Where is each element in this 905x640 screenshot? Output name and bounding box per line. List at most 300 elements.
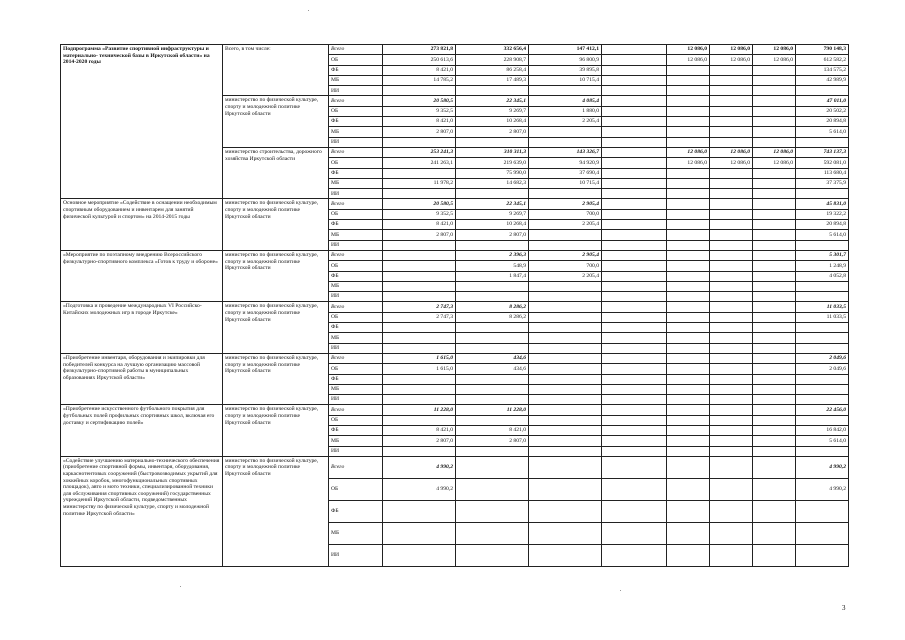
amount-cell — [710, 456, 753, 478]
amount-cell — [667, 544, 710, 566]
amount-cell: 5 614,0 — [796, 230, 849, 240]
amount-cell — [456, 292, 529, 302]
amount-cell — [710, 395, 753, 405]
funding-source-cell: ОБ — [329, 158, 383, 168]
table-row — [61, 353, 849, 363]
amount-cell: 8 286,2 — [456, 312, 529, 322]
amount-cell: 94 920,9 — [529, 158, 602, 168]
amount-cell — [456, 374, 529, 384]
amount-cell — [602, 415, 667, 425]
amount-cell — [710, 178, 753, 188]
funding-source-cell: ИИ — [329, 86, 383, 96]
funding-source-cell: ФБ — [329, 374, 383, 384]
amount-cell: 12 086,0 — [753, 158, 796, 168]
amount-cell — [602, 75, 667, 85]
amount-cell — [456, 189, 529, 199]
amount-cell — [602, 261, 667, 271]
amount-cell: 219 639,0 — [456, 158, 529, 168]
amount-cell — [602, 478, 667, 500]
amount-cell: 39 895,8 — [529, 65, 602, 75]
amount-cell — [383, 189, 456, 199]
amount-cell: 75 990,0 — [456, 168, 529, 178]
amount-cell — [753, 220, 796, 230]
amount-cell — [753, 137, 796, 147]
amount-cell — [753, 230, 796, 240]
amount-cell — [753, 500, 796, 522]
amount-cell — [383, 271, 456, 281]
amount-cell — [383, 395, 456, 405]
funding-source-cell: МБ — [329, 522, 383, 544]
funding-source-cell: ИИ — [329, 544, 383, 566]
amount-cell — [529, 292, 602, 302]
amount-cell — [529, 436, 602, 446]
funding-source-cell: МБ — [329, 281, 383, 291]
amount-cell — [383, 500, 456, 522]
amount-cell — [710, 230, 753, 240]
amount-cell — [753, 199, 796, 209]
amount-cell — [667, 178, 710, 188]
amount-cell — [383, 240, 456, 250]
amount-cell: 12 086,0 — [667, 45, 710, 55]
amount-cell: 8 421,0 — [383, 65, 456, 75]
funding-source-cell: ОБ — [329, 415, 383, 425]
amount-cell: 20 894,8 — [796, 117, 849, 127]
amount-cell — [796, 522, 849, 544]
funding-source-cell: МБ — [329, 436, 383, 446]
amount-cell — [529, 189, 602, 199]
amount-cell — [602, 281, 667, 291]
amount-cell — [602, 65, 667, 75]
amount-cell — [667, 271, 710, 281]
scan-speck — [620, 590, 621, 591]
funding-source-cell: ФБ — [329, 425, 383, 435]
amount-cell: 147 412,1 — [529, 45, 602, 55]
amount-cell: 19 322,2 — [796, 209, 849, 219]
amount-cell: 113 680,4 — [796, 168, 849, 178]
executor-cell: министерство по физической культуре, спорту и молодежной политике Иркутской области — [223, 353, 329, 404]
amount-cell: 11 228,0 — [456, 405, 529, 415]
amount-cell — [602, 240, 667, 250]
amount-cell — [796, 86, 849, 96]
amount-cell — [667, 478, 710, 500]
amount-cell — [529, 364, 602, 374]
amount-cell: 2 807,0 — [383, 230, 456, 240]
amount-cell — [753, 395, 796, 405]
amount-cell: 20 580,5 — [383, 96, 456, 106]
amount-cell: 2 396,3 — [456, 250, 529, 260]
amount-cell: 8 421,0 — [383, 425, 456, 435]
amount-cell — [602, 96, 667, 106]
amount-cell — [602, 364, 667, 374]
amount-cell: 8 421,0 — [456, 425, 529, 435]
amount-cell: 12 086,0 — [710, 147, 753, 157]
amount-cell — [602, 522, 667, 544]
amount-cell: 2 807,0 — [456, 127, 529, 137]
amount-cell — [383, 323, 456, 333]
amount-cell — [667, 230, 710, 240]
amount-cell — [456, 446, 529, 456]
amount-cell — [753, 343, 796, 353]
amount-cell — [383, 446, 456, 456]
amount-cell — [602, 117, 667, 127]
amount-cell — [456, 384, 529, 394]
amount-cell: 5 301,7 — [796, 250, 849, 260]
amount-cell — [753, 522, 796, 544]
amount-cell — [602, 86, 667, 96]
amount-cell: 4 085,4 — [529, 96, 602, 106]
amount-cell — [667, 500, 710, 522]
amount-cell — [753, 65, 796, 75]
amount-cell — [710, 405, 753, 415]
table-row — [61, 199, 849, 209]
amount-cell: 9 269,7 — [456, 209, 529, 219]
amount-cell — [710, 446, 753, 456]
amount-cell — [753, 415, 796, 425]
amount-cell — [796, 395, 849, 405]
amount-cell — [710, 220, 753, 230]
amount-cell — [529, 302, 602, 312]
amount-cell — [710, 544, 753, 566]
amount-cell — [753, 178, 796, 188]
amount-cell — [667, 446, 710, 456]
amount-cell — [383, 333, 456, 343]
amount-cell — [602, 446, 667, 456]
amount-cell — [667, 323, 710, 333]
amount-cell — [710, 75, 753, 85]
funding-source-cell: ИИ — [329, 292, 383, 302]
amount-cell — [753, 127, 796, 137]
amount-cell — [710, 364, 753, 374]
executor-cell: министерство по физической культуре, спорту и молодежной политике Иркутской области — [223, 199, 329, 250]
funding-source-cell: ИИ — [329, 189, 383, 199]
amount-cell — [667, 117, 710, 127]
amount-cell — [667, 312, 710, 322]
amount-cell — [383, 137, 456, 147]
table-row — [61, 302, 849, 312]
activity-cell: «Приобретение искусственного футбольного покрытия для футбольных полей профильных спортивных школ, включая его доставку и сертификацию полей» — [61, 405, 223, 456]
amount-cell — [667, 405, 710, 415]
funding-source-cell: Всего — [329, 147, 383, 157]
amount-cell — [602, 292, 667, 302]
page-number: 3 — [842, 604, 846, 612]
amount-cell — [383, 374, 456, 384]
amount-cell — [667, 75, 710, 85]
amount-cell — [529, 395, 602, 405]
amount-cell — [710, 500, 753, 522]
amount-cell — [753, 364, 796, 374]
executor-cell: министерство строительства, дорожного хозяйства Иркутской области — [223, 147, 329, 198]
table-row — [61, 456, 849, 478]
amount-cell: 2 049,6 — [796, 353, 849, 363]
scan-speck — [180, 586, 181, 587]
amount-cell: 37 375,9 — [796, 178, 849, 188]
amount-cell — [710, 312, 753, 322]
amount-cell — [710, 384, 753, 394]
funding-source-cell: ОБ — [329, 478, 383, 500]
amount-cell: 11 033,5 — [796, 312, 849, 322]
funding-source-cell: ФБ — [329, 168, 383, 178]
amount-cell: 45 831,0 — [796, 199, 849, 209]
amount-cell — [456, 323, 529, 333]
amount-cell — [796, 292, 849, 302]
amount-cell — [383, 343, 456, 353]
activity-cell: Подпрограмма «Развитие спортивной инфраструктуры и материально- технической базы в Иркутской области» на 2014-2020 годы — [61, 45, 223, 199]
amount-cell — [529, 127, 602, 137]
amount-cell: 332 656,4 — [456, 45, 529, 55]
amount-cell — [529, 86, 602, 96]
amount-cell — [602, 230, 667, 240]
amount-cell: 9 269,7 — [456, 106, 529, 116]
amount-cell: 548,9 — [456, 261, 529, 271]
amount-cell — [710, 168, 753, 178]
amount-cell — [753, 353, 796, 363]
amount-cell — [383, 292, 456, 302]
amount-cell: 241 263,1 — [383, 158, 456, 168]
amount-cell — [383, 168, 456, 178]
amount-cell: 434,6 — [456, 364, 529, 374]
amount-cell: 2 049,6 — [796, 364, 849, 374]
amount-cell: 17 489,3 — [456, 75, 529, 85]
amount-cell — [602, 168, 667, 178]
amount-cell — [667, 374, 710, 384]
amount-cell: 434,6 — [456, 353, 529, 363]
amount-cell — [667, 415, 710, 425]
amount-cell — [710, 425, 753, 435]
amount-cell: 20 894,8 — [796, 220, 849, 230]
amount-cell — [753, 209, 796, 219]
amount-cell: 47 011,0 — [796, 96, 849, 106]
amount-cell — [796, 281, 849, 291]
amount-cell — [753, 436, 796, 446]
amount-cell — [710, 343, 753, 353]
amount-cell — [667, 425, 710, 435]
amount-cell — [602, 374, 667, 384]
amount-cell — [667, 96, 710, 106]
amount-cell: 790 148,3 — [796, 45, 849, 55]
amount-cell: 12 086,0 — [753, 147, 796, 157]
amount-cell — [529, 522, 602, 544]
activity-cell: «Мероприятие по поэтапному внедрению Всероссийского физкультурно-спортивного комплекса «Готов к труду и обороне» — [61, 250, 223, 301]
amount-cell — [753, 240, 796, 250]
amount-cell — [456, 500, 529, 522]
amount-cell: 2 905,4 — [529, 250, 602, 260]
amount-cell — [753, 292, 796, 302]
amount-cell: 20 580,5 — [383, 199, 456, 209]
amount-cell — [796, 333, 849, 343]
amount-cell: 143 326,7 — [529, 147, 602, 157]
funding-source-cell: МБ — [329, 178, 383, 188]
amount-cell: 612 582,2 — [796, 55, 849, 65]
table-row — [61, 250, 849, 260]
amount-cell: 11 228,0 — [383, 405, 456, 415]
amount-cell: 4 990,2 — [796, 456, 849, 478]
amount-cell — [602, 405, 667, 415]
executor-cell: министерство по физической культуре, спорту и молодежной политике Иркутской области — [223, 250, 329, 301]
amount-cell — [456, 544, 529, 566]
amount-cell — [667, 456, 710, 478]
amount-cell — [796, 343, 849, 353]
amount-cell — [383, 261, 456, 271]
amount-cell: 1 847,4 — [456, 271, 529, 281]
amount-cell: 1 615,0 — [383, 364, 456, 374]
amount-cell: 5 614,0 — [796, 436, 849, 446]
amount-cell — [456, 137, 529, 147]
activity-cell: Основное мероприятие «Содействие в оснащении необходимым спортивным оборудованием и инвентарем для занятий физической культурой и спортом» на 2014-2015 годы — [61, 199, 223, 250]
funding-source-cell: ОБ — [329, 55, 383, 65]
amount-cell — [710, 117, 753, 127]
amount-cell — [456, 240, 529, 250]
amount-cell — [753, 75, 796, 85]
amount-cell — [753, 478, 796, 500]
amount-cell: 2 807,0 — [383, 436, 456, 446]
amount-cell — [710, 374, 753, 384]
amount-cell — [796, 544, 849, 566]
amount-cell — [710, 127, 753, 137]
amount-cell — [753, 425, 796, 435]
funding-source-cell: ОБ — [329, 261, 383, 271]
amount-cell — [796, 137, 849, 147]
amount-cell: 250 613,6 — [383, 55, 456, 65]
amount-cell — [602, 199, 667, 209]
amount-cell: 37 690,4 — [529, 168, 602, 178]
amount-cell: 10 715,4 — [529, 75, 602, 85]
amount-cell — [753, 544, 796, 566]
amount-cell — [602, 456, 667, 478]
amount-cell: 228 908,7 — [456, 55, 529, 65]
amount-cell — [710, 96, 753, 106]
amount-cell — [667, 65, 710, 75]
funding-source-cell: ИИ — [329, 137, 383, 147]
amount-cell: 134 575,2 — [796, 65, 849, 75]
amount-cell: 9 352,5 — [383, 209, 456, 219]
funding-source-cell: МБ — [329, 127, 383, 137]
amount-cell — [796, 240, 849, 250]
amount-cell — [796, 323, 849, 333]
funding-source-cell: МБ — [329, 333, 383, 343]
amount-cell: 42 989,9 — [796, 75, 849, 85]
amount-cell — [667, 240, 710, 250]
amount-cell — [529, 456, 602, 478]
amount-cell: 20 502,2 — [796, 106, 849, 116]
funding-source-cell: ФБ — [329, 323, 383, 333]
amount-cell — [667, 364, 710, 374]
amount-cell — [383, 281, 456, 291]
amount-cell — [602, 333, 667, 343]
funding-source-cell: ОБ — [329, 364, 383, 374]
executor-cell: Всего, в том числе: — [223, 45, 329, 96]
amount-cell — [710, 250, 753, 260]
amount-cell: 12 086,0 — [753, 55, 796, 65]
amount-cell — [667, 395, 710, 405]
amount-cell — [383, 415, 456, 425]
amount-cell: 9 352,5 — [383, 106, 456, 116]
amount-cell — [602, 395, 667, 405]
amount-cell — [529, 323, 602, 333]
amount-cell: 12 086,0 — [710, 55, 753, 65]
amount-cell — [383, 86, 456, 96]
amount-cell — [529, 478, 602, 500]
amount-cell — [753, 405, 796, 415]
amount-cell — [667, 302, 710, 312]
amount-cell — [753, 384, 796, 394]
amount-cell — [667, 127, 710, 137]
funding-source-cell: ФБ — [329, 117, 383, 127]
amount-cell — [710, 302, 753, 312]
amount-cell — [456, 395, 529, 405]
amount-cell: 10 715,4 — [529, 178, 602, 188]
amount-cell — [667, 281, 710, 291]
amount-cell — [602, 127, 667, 137]
amount-cell — [753, 96, 796, 106]
amount-cell: 12 086,0 — [710, 45, 753, 55]
amount-cell — [383, 544, 456, 566]
amount-cell — [529, 353, 602, 363]
amount-cell — [667, 209, 710, 219]
amount-cell: 1 615,0 — [383, 353, 456, 363]
funding-source-cell: Всего — [329, 45, 383, 55]
table-row — [61, 45, 849, 55]
amount-cell — [602, 384, 667, 394]
amount-cell — [710, 478, 753, 500]
amount-cell — [602, 544, 667, 566]
amount-cell — [602, 271, 667, 281]
activity-cell: «Подготовка и проведение международных VI Российско-Китайских молодежных игр в городе Иркутске» — [61, 302, 223, 353]
amount-cell — [602, 147, 667, 157]
amount-cell — [710, 281, 753, 291]
amount-cell — [602, 353, 667, 363]
amount-cell: 253 241,3 — [383, 147, 456, 157]
amount-cell — [710, 333, 753, 343]
funding-source-cell: ИИ — [329, 446, 383, 456]
amount-cell — [753, 446, 796, 456]
amount-cell — [667, 343, 710, 353]
activity-cell: «Приобретение инвентаря, оборудования и экипировки для победителей конкурса на лучшую организацию массовой физкультурно-спортивной работы в муниципальных образованиях Иркутской области» — [61, 353, 223, 404]
amount-cell — [710, 189, 753, 199]
amount-cell — [529, 137, 602, 147]
amount-cell: 8 286,2 — [456, 302, 529, 312]
amount-cell — [529, 500, 602, 522]
amount-cell — [710, 522, 753, 544]
amount-cell: 8 421,0 — [383, 220, 456, 230]
amount-cell — [602, 343, 667, 353]
amount-cell: 1 880,0 — [529, 106, 602, 116]
amount-cell — [529, 281, 602, 291]
amount-cell — [667, 106, 710, 116]
funding-source-cell: ОБ — [329, 106, 383, 116]
amount-cell: 1 248,9 — [796, 261, 849, 271]
funding-source-cell: Всего — [329, 250, 383, 260]
amount-cell — [753, 106, 796, 116]
amount-cell: 14 785,2 — [383, 75, 456, 85]
funding-source-cell: ФБ — [329, 220, 383, 230]
budget-table — [60, 44, 849, 567]
amount-cell: 22 345,1 — [456, 199, 529, 209]
funding-source-cell: ИИ — [329, 343, 383, 353]
amount-cell — [529, 446, 602, 456]
amount-cell — [667, 220, 710, 230]
table-row — [61, 405, 849, 415]
amount-cell: 4 990,2 — [383, 478, 456, 500]
amount-cell — [796, 384, 849, 394]
amount-cell — [710, 106, 753, 116]
amount-cell: 4 990,2 — [796, 478, 849, 500]
amount-cell — [753, 281, 796, 291]
amount-cell: 2 205,4 — [529, 117, 602, 127]
amount-cell — [710, 261, 753, 271]
amount-cell — [710, 271, 753, 281]
funding-source-cell: Всего — [329, 456, 383, 478]
funding-source-cell: МБ — [329, 384, 383, 394]
